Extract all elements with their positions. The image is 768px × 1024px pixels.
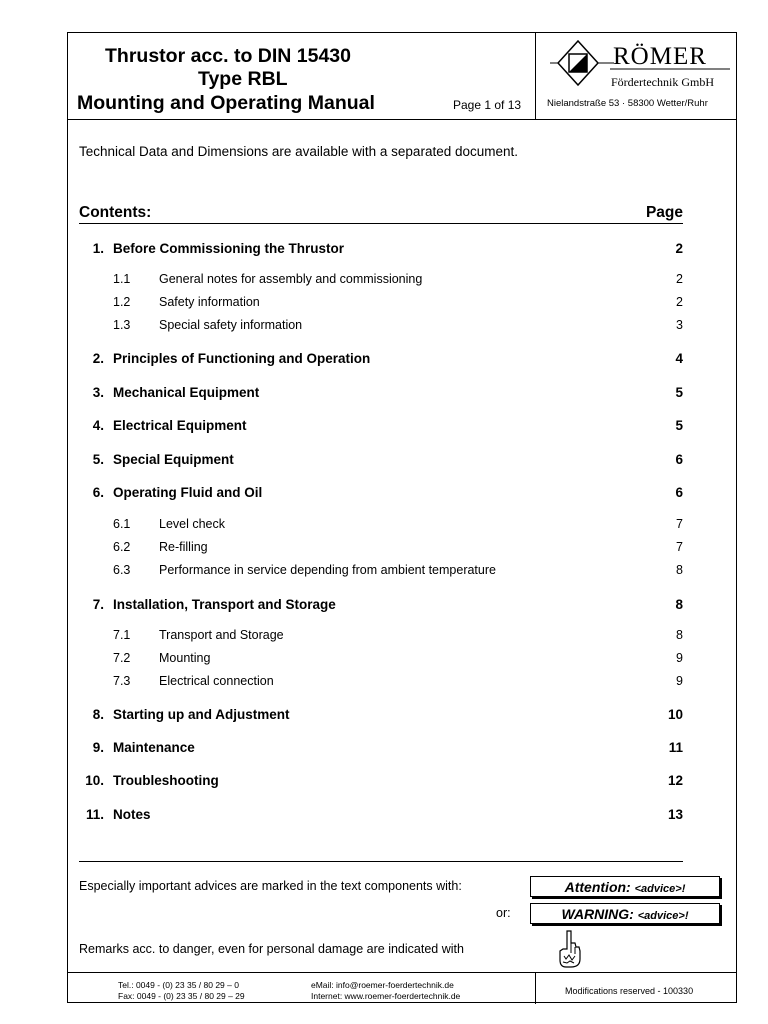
pointing-hand-icon xyxy=(556,929,582,969)
remarks-text: Remarks acc. to danger, even for personal damage are indicated with xyxy=(79,942,464,956)
toc-label: Mounting xyxy=(159,651,211,665)
toc-label: Operating Fluid and Oil xyxy=(113,485,263,500)
toc-label: Level check xyxy=(159,517,226,531)
document-title-line3: Mounting and Operating Manual xyxy=(77,92,375,114)
intro-text: Technical Data and Dimensions are available with a separated document. xyxy=(79,144,519,159)
toc-number: 2. xyxy=(92,351,104,366)
toc-page-number: 11 xyxy=(668,740,683,755)
header-divider xyxy=(535,33,536,119)
toc-label: Mechanical Equipment xyxy=(113,385,260,400)
toc-page-number: 8 xyxy=(676,628,683,642)
toc-number: 6. xyxy=(92,485,104,500)
toc-label: Special Equipment xyxy=(113,452,234,467)
toc-page-number: 2 xyxy=(675,241,683,256)
advice-text: Especially important advices are marked in the text components with: xyxy=(79,879,462,893)
toc-label: Principles of Functioning and Operation xyxy=(113,351,371,366)
toc-page-number: 5 xyxy=(675,385,683,400)
document-footer xyxy=(68,972,736,1004)
toc-label: Re-filling xyxy=(159,540,208,554)
toc-number: 7. xyxy=(92,597,104,612)
toc-number: 6.3 xyxy=(113,563,131,577)
toc-page-number: 6 xyxy=(675,452,683,467)
toc-number: 10. xyxy=(85,773,104,788)
document-title-line1: Thrustor acc. to DIN 15430 xyxy=(105,45,351,67)
page-info: Page 1 of 13 xyxy=(453,98,522,112)
toc-number: 5. xyxy=(92,452,104,467)
toc-number: 8. xyxy=(92,707,104,722)
toc-label: Before Commissioning the Thrustor xyxy=(113,241,345,256)
toc-number: 7.3 xyxy=(113,674,131,688)
company-name: RÖMER xyxy=(613,43,707,70)
toc-number: 1.2 xyxy=(113,295,131,309)
toc-number: 1.3 xyxy=(113,318,131,332)
or-text: or: xyxy=(496,906,511,920)
toc-number: 6.2 xyxy=(113,540,131,554)
footer-divider xyxy=(535,973,536,1004)
toc-number: 1.1 xyxy=(113,272,131,286)
contents-page-heading: Page xyxy=(645,204,683,221)
toc-label: Special safety information xyxy=(159,318,303,332)
toc-page-number: 4 xyxy=(675,351,683,366)
toc-page-number: 8 xyxy=(675,597,683,612)
toc-number: 7.1 xyxy=(113,628,131,642)
toc-label: Electrical Equipment xyxy=(113,418,247,433)
toc-page-number: 2 xyxy=(676,272,683,286)
toc-page-number: 9 xyxy=(676,674,683,688)
toc-label: Transport and Storage xyxy=(159,628,284,642)
warning-box xyxy=(530,903,720,924)
toc-label: Safety information xyxy=(159,295,260,309)
attention-box xyxy=(530,876,720,897)
toc-page-number: 6 xyxy=(675,485,683,500)
warning-tag: <advice>! xyxy=(637,910,689,922)
toc-page-number: 9 xyxy=(676,651,683,665)
warning-label: WARNING: xyxy=(561,906,634,922)
company-subtitle: Fördertechnik GmbH xyxy=(611,75,714,89)
toc-label: Notes xyxy=(113,807,151,822)
footer-fax: Fax: 0049 - (0) 23 35 / 80 29 – 29 xyxy=(118,991,245,1001)
toc-page-number: 8 xyxy=(676,563,683,577)
toc-label: Installation, Transport and Storage xyxy=(113,597,336,612)
document-header xyxy=(68,33,736,120)
toc-label: General notes for assembly and commissioning xyxy=(159,272,423,286)
footer-internet: Internet: www.roemer-foerdertechnik.de xyxy=(311,991,461,1001)
attention-tag: <advice>! xyxy=(634,883,686,895)
document-frame xyxy=(67,32,737,1003)
modifications-note: Modifications reserved - 100330 xyxy=(565,986,694,996)
footer-email: eMail: info@roemer-foerdertechnik.de xyxy=(311,980,454,990)
attention-label: Attention: xyxy=(564,879,631,895)
toc-number: 9. xyxy=(92,740,104,755)
toc-label: Troubleshooting xyxy=(113,773,219,788)
toc-page-number: 5 xyxy=(675,418,683,433)
toc-label: Starting up and Adjustment xyxy=(113,707,290,722)
divider-line xyxy=(79,861,683,862)
toc-page-number: 12 xyxy=(667,773,683,788)
contents-heading xyxy=(79,204,683,224)
footer-tel: Tel.: 0049 - (0) 23 35 / 80 29 – 0 xyxy=(118,980,239,990)
document-title-line2: Type RBL xyxy=(198,68,288,90)
toc-number: 3. xyxy=(92,385,104,400)
toc-number: 6.1 xyxy=(113,517,131,531)
toc-page-number: 13 xyxy=(667,807,683,822)
toc-label: Electrical connection xyxy=(159,674,274,688)
toc-label: Maintenance xyxy=(113,740,195,755)
contents-title: Contents: xyxy=(79,204,152,221)
toc-page-number: 7 xyxy=(676,517,683,531)
toc-number: 11. xyxy=(85,807,104,822)
toc-number: 7.2 xyxy=(113,651,131,665)
company-address: Nielandstraße 53 · 58300 Wetter/Ruhr xyxy=(547,98,708,109)
toc-number: 4. xyxy=(92,418,104,433)
toc-page-number: 3 xyxy=(676,318,683,332)
toc-label: Performance in service depending from ambient temperature xyxy=(159,563,496,577)
toc-number: 1. xyxy=(92,241,104,256)
toc-page-number: 2 xyxy=(676,295,683,309)
toc-page-number: 7 xyxy=(676,540,683,554)
toc-page-number: 10 xyxy=(667,707,683,722)
